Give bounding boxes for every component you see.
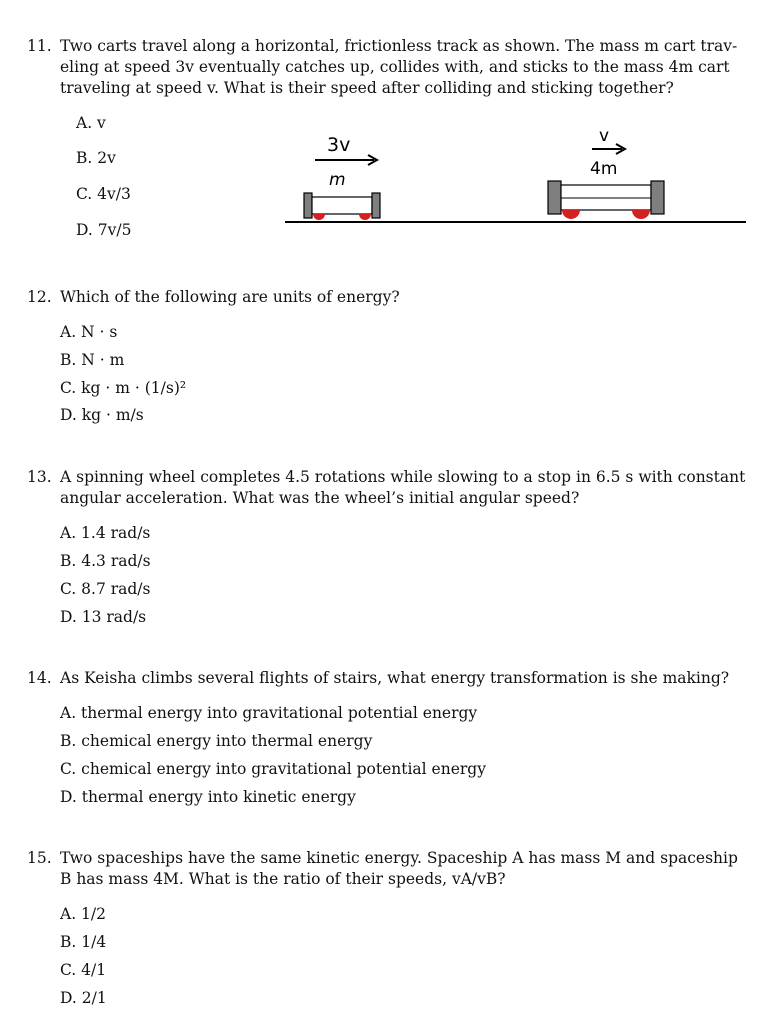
answer-option-b[interactable]: B. 4.3 rad/s: [60, 552, 151, 570]
answer-option-d[interactable]: D. kg · m/s: [60, 406, 144, 424]
cart1-speed-label: 3v: [327, 134, 351, 156]
cart1-mass-label: m: [329, 170, 346, 190]
answer-option-a[interactable]: A. 1.4 rad/s: [60, 524, 151, 542]
answer-option-a[interactable]: A. v: [76, 114, 106, 132]
cart2-speed-label: v: [599, 126, 610, 146]
answer-option-b[interactable]: B. chemical energy into thermal energy: [60, 732, 373, 750]
question-number: 13.: [27, 468, 52, 486]
question-stem-line: Two carts travel along a horizontal, frictionless track as shown. The mass m cart trav-: [60, 37, 738, 55]
question-stem-line: A spinning wheel completes 4.5 rotations while slowing to a stop in 6.5 s with constant: [60, 468, 746, 486]
question-number: 15.: [27, 849, 52, 867]
cart1: [304, 193, 380, 220]
question-stem-line: angular acceleration. What was the wheel’s initial angular speed?: [60, 489, 580, 507]
answer-option-a[interactable]: A. N · s: [60, 323, 118, 341]
answer-option-d[interactable]: D. 7v/5: [76, 221, 132, 239]
cart1-wheel-left: [313, 214, 325, 220]
answer-option-c[interactable]: C. 4v/3: [76, 185, 131, 203]
answer-option-a[interactable]: A. thermal energy into gravitational potential energy: [60, 704, 478, 722]
answer-option-d[interactable]: D. 2/1: [60, 989, 107, 1007]
question-stem-line: Two spaceships have the same kinetic energy. Spaceship A has mass M and spaceship: [60, 849, 738, 867]
cart2-wheel-right: [632, 210, 650, 219]
answer-option-b[interactable]: B. N · m: [60, 351, 125, 369]
question-stem-line: As Keisha climbs several flights of stairs, what energy transformation is she making?: [60, 669, 730, 687]
cart2: [548, 181, 664, 219]
carts-diagram: [280, 125, 760, 235]
cart2-mass-label: 4m: [590, 159, 618, 179]
answer-option-c[interactable]: C. kg · m · (1/s)²: [60, 379, 187, 397]
answer-option-b[interactable]: B. 2v: [76, 149, 116, 167]
cart1-wheel-right: [359, 214, 371, 220]
question-stem-line: Which of the following are units of energy?: [60, 288, 400, 306]
question-number: 14.: [27, 669, 52, 687]
answer-option-d[interactable]: D. thermal energy into kinetic energy: [60, 788, 356, 806]
answer-option-b[interactable]: B. 1/4: [60, 933, 107, 951]
question-stem-line: B has mass 4M. What is the ratio of their speeds, vA/vB?: [60, 870, 506, 888]
question-stem-line: eling at speed 3v eventually catches up, collides with, and sticks to the mass 4m cart: [60, 58, 730, 76]
cart2-wheel-left: [562, 210, 580, 219]
answer-option-d[interactable]: D. 13 rad/s: [60, 608, 147, 626]
answer-option-c[interactable]: C. chemical energy into gravitational potential energy: [60, 760, 486, 778]
answer-option-c[interactable]: C. 8.7 rad/s: [60, 580, 151, 598]
question-number: 12.: [27, 288, 52, 306]
answer-option-a[interactable]: A. 1/2: [60, 905, 106, 923]
question-number: 11.: [27, 37, 52, 55]
answer-option-c[interactable]: C. 4/1: [60, 961, 107, 979]
question-stem-line: traveling at speed v. What is their speed after colliding and sticking together?: [60, 79, 674, 97]
